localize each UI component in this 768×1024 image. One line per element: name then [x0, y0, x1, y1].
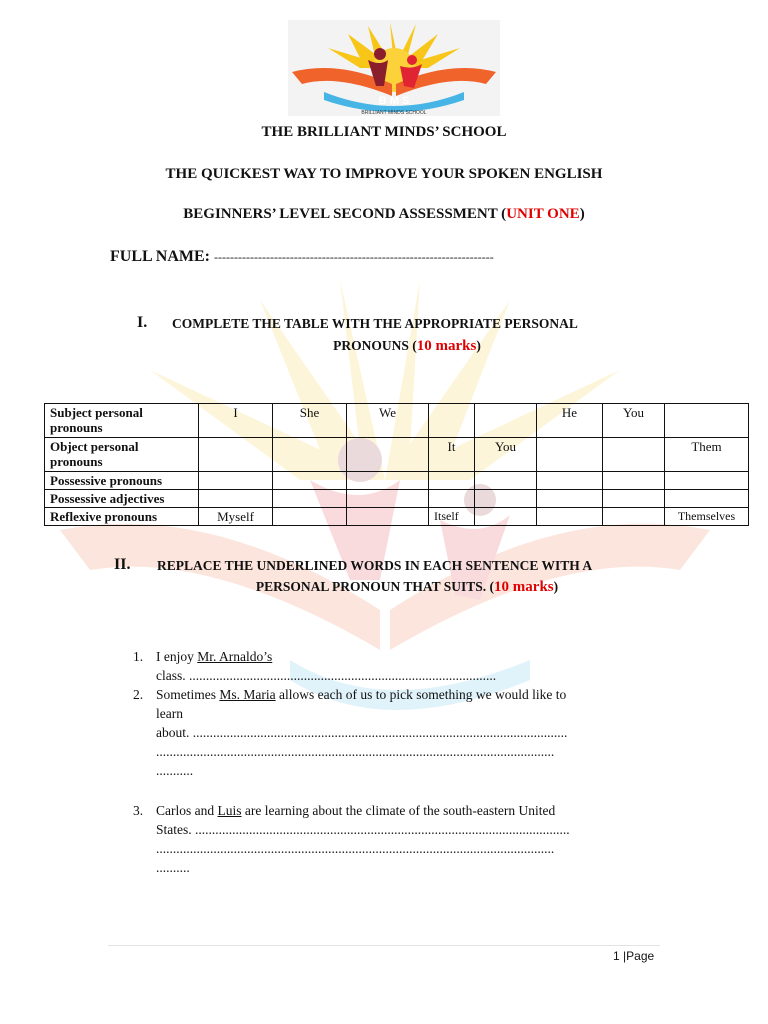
school-name: THE BRILLIANT MINDS’ SCHOOL — [261, 124, 507, 140]
question-3 — [156, 801, 666, 877]
section-1-instruction-line1: COMPLETE THE TABLE WITH THE APPROPRIATE PERSONAL — [172, 316, 578, 331]
row-label: Object personal pronouns — [45, 438, 199, 472]
question-1 — [156, 647, 666, 685]
table-cell[interactable]: Them — [665, 438, 749, 472]
section-2-instruction-line2 — [0, 579, 768, 596]
question-text — [156, 801, 666, 820]
section-1-instruction-line2 — [0, 338, 768, 355]
page-label: |Page — [623, 949, 655, 963]
table-cell[interactable] — [273, 438, 347, 472]
table-cell[interactable]: Itself — [429, 508, 475, 526]
table-cell[interactable] — [603, 490, 665, 508]
table-cell[interactable] — [537, 508, 603, 526]
table-cell[interactable] — [603, 472, 665, 490]
answer-line[interactable]: class. ........................................................................................... — [156, 668, 497, 683]
section-2-line2-close: ) — [553, 579, 559, 594]
table-cell[interactable]: I — [199, 404, 273, 438]
question-text — [156, 685, 666, 704]
question-2 — [156, 685, 666, 780]
underlined-words: Ms. Maria — [219, 687, 276, 702]
table-cell[interactable] — [273, 508, 347, 526]
row-label: Subject personal pronouns — [45, 404, 199, 438]
table-cell[interactable] — [475, 490, 537, 508]
answer-line[interactable]: ...................................................................................................................... — [156, 841, 555, 856]
row-label: Reflexive pronouns — [45, 508, 199, 526]
assessment-title-close: ) — [579, 206, 585, 222]
table-cell[interactable] — [273, 472, 347, 490]
table-cell[interactable]: Themselves — [665, 508, 749, 526]
question-number: 3. — [133, 803, 144, 818]
table-cell[interactable]: It — [429, 438, 475, 472]
table-cell[interactable] — [347, 508, 429, 526]
school-logo — [288, 20, 500, 116]
page-number-value: 1 — [613, 949, 620, 963]
logo-initials: B M S — [378, 95, 410, 107]
unit-label: UNIT ONE — [506, 206, 580, 222]
table-row — [45, 490, 749, 508]
answer-line[interactable]: States. ............................................................................................................... — [156, 822, 570, 837]
table-cell[interactable] — [429, 404, 475, 438]
table-cell[interactable] — [347, 490, 429, 508]
section-1-line2-text: PRONOUNS ( — [333, 338, 417, 353]
question-text-pre: Carlos and — [156, 803, 218, 818]
table-cell[interactable]: You — [603, 404, 665, 438]
underlined-words: Luis — [217, 803, 242, 818]
section-2-numeral: II. — [114, 556, 131, 573]
table-cell[interactable] — [199, 438, 273, 472]
table-cell[interactable]: She — [273, 404, 347, 438]
answer-line[interactable]: .......... — [156, 860, 190, 875]
section-2-marks: 10 marks — [494, 579, 554, 595]
table-cell[interactable] — [199, 490, 273, 508]
table-cell[interactable]: Myself — [199, 508, 273, 526]
table-row — [45, 404, 749, 438]
answer-line[interactable]: ...................................................................................................................... — [156, 744, 555, 759]
table-cell[interactable] — [273, 490, 347, 508]
section-2-line2-text: PERSONAL PRONOUN THAT SUITS. ( — [255, 579, 495, 594]
footer-divider — [108, 945, 660, 946]
table-cell[interactable] — [475, 404, 537, 438]
table-cell[interactable] — [347, 472, 429, 490]
table-row — [45, 438, 749, 472]
course-title: THE QUICKEST WAY TO IMPROVE YOUR SPOKEN ENGLISH — [165, 166, 603, 182]
full-name-label: FULL NAME: — [110, 248, 210, 265]
table-cell[interactable] — [665, 404, 749, 438]
question-number: 1. — [133, 649, 144, 664]
section-1-numeral: I. — [137, 314, 148, 331]
page-number — [613, 949, 654, 963]
full-name-field[interactable] — [110, 248, 494, 266]
question-text-post: allows each of us to pick something we would like to — [275, 687, 567, 702]
section-1-line2-close: ) — [476, 338, 481, 353]
table-cell[interactable] — [347, 438, 429, 472]
question-text — [156, 647, 666, 666]
section-1-marks: 10 marks — [416, 338, 477, 354]
table-cell[interactable] — [665, 472, 749, 490]
section-2-instruction-line1: REPLACE THE UNDERLINED WORDS IN EACH SENTENCE WITH A — [157, 558, 593, 573]
row-label: Possessive adjectives — [45, 490, 199, 508]
table-cell[interactable] — [429, 490, 475, 508]
table-row — [45, 508, 749, 526]
table-cell[interactable] — [603, 508, 665, 526]
table-cell[interactable]: He — [537, 404, 603, 438]
question-text-post: are learning about the climate of the south-eastern United — [241, 803, 556, 818]
answer-line[interactable]: ........... — [156, 763, 194, 778]
table-cell[interactable] — [199, 472, 273, 490]
table-cell[interactable] — [537, 490, 603, 508]
table-cell[interactable] — [475, 508, 537, 526]
table-cell[interactable] — [537, 472, 603, 490]
question-text-pre: Sometimes — [156, 687, 220, 702]
row-label: Possessive pronouns — [45, 472, 199, 490]
table-row — [45, 472, 749, 490]
pronoun-table — [44, 403, 749, 526]
underlined-words: Mr. Arnaldo’s — [197, 649, 273, 664]
assessment-title — [0, 206, 768, 223]
question-text-cont: learn — [156, 706, 183, 721]
full-name-line[interactable]: ---------------------------------------------------------------------- — [214, 250, 494, 264]
table-cell[interactable]: We — [347, 404, 429, 438]
table-cell[interactable] — [603, 438, 665, 472]
table-cell[interactable] — [537, 438, 603, 472]
answer-line[interactable]: about. ............................................................................................................... — [156, 725, 568, 740]
table-cell[interactable] — [665, 490, 749, 508]
table-cell[interactable]: You — [475, 438, 537, 472]
logo-ring-text: BRILLIANT MINDS SCHOOL — [361, 110, 427, 116]
assessment-title-text: BEGINNERS’ LEVEL SECOND ASSESSMENT ( — [183, 206, 507, 222]
question-number: 2. — [133, 687, 144, 702]
table-cell[interactable] — [475, 472, 537, 490]
table-cell[interactable] — [429, 472, 475, 490]
question-text-pre: I enjoy — [156, 649, 198, 664]
